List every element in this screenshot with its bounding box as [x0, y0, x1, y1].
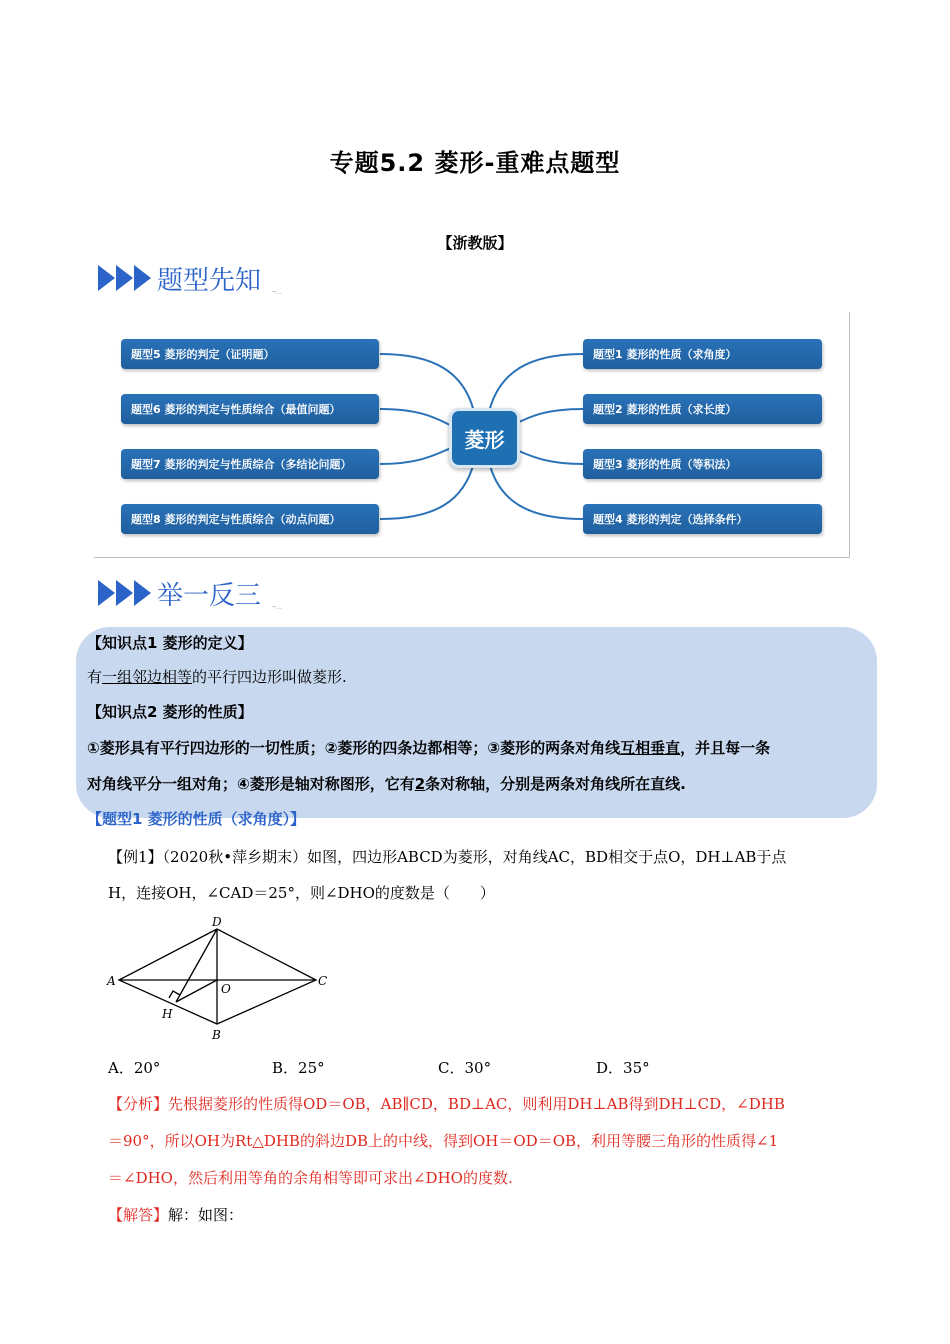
mindmap-node-type3: 题型3 菱形的性质（等积法） — [583, 449, 822, 479]
section-heading-practice — [98, 573, 282, 613]
triple-arrow-icon — [98, 265, 151, 291]
page-title: 专题5.2 菱形-重难点题型 — [329, 149, 621, 177]
knowledge-1-text: 有一组邻边相等的平行四边形叫做菱形. — [87, 668, 347, 686]
section-heading-types — [98, 258, 282, 298]
connector-left-2 — [380, 409, 454, 427]
choice-c: C．30° — [438, 1059, 492, 1077]
choice-a: A．20° — [108, 1059, 161, 1077]
knowledge-2-title: 【知识点2 菱形的性质】 — [87, 703, 253, 721]
analysis-line2: ＝90°，所以OH为Rt△DHB的斜边DB上的中线，得到OH＝OD＝OB，利用等腰三角形的性质得∠1 — [108, 1132, 779, 1150]
example1-line1: 【例1】（2020秋•萍乡期末）如图，四边形ABCD为菱形，对角线AC，BD相交于点O，DH⊥AB于点 — [108, 848, 787, 866]
label-h: H — [162, 1007, 173, 1021]
choice-d: D．35° — [596, 1059, 650, 1077]
mindmap-node-type6: 题型6 菱形的判定与性质综合（最值问题） — [121, 394, 379, 424]
connector-right-2 — [509, 409, 583, 427]
label-o: O — [221, 982, 231, 996]
section-heading-types-label: 题型先知 — [157, 265, 262, 296]
section-heading-practice-label: 举一反三 — [157, 580, 262, 611]
example1-line2: H，连接OH，∠CAD＝25°，则∠DHO的度数是（ ） — [108, 884, 495, 902]
analysis-line1: 【分析】先根据菱形的性质得OD＝OB，AB∥CD，BD⊥AC，则利用DH⊥AB得到DH⊥CD，∠DHB — [108, 1095, 785, 1113]
knowledge-1-title: 【知识点1 菱形的定义】 — [87, 634, 253, 652]
answer-line — [108, 1204, 243, 1226]
section-heading-mark: ¬... — [271, 603, 282, 611]
connector-right-3 — [509, 447, 583, 464]
type1-heading: 【题型1 菱形的性质（求角度）】 — [87, 810, 306, 828]
mindmap-center: 菱形 — [449, 408, 520, 468]
connector-right-4 — [489, 462, 583, 519]
label-b: B — [212, 1028, 221, 1042]
analysis-line3: ＝∠DHO，然后利用等角的余角相等即可求出∠DHO的度数. — [108, 1169, 513, 1187]
mindmap-node-type5: 题型5 菱形的判定（证明题） — [121, 339, 379, 369]
connector-left-4 — [380, 462, 474, 519]
triple-arrow-icon — [98, 580, 151, 606]
edition-label: 【浙教版】 — [437, 234, 513, 252]
mindmap-node-type7: 题型7 菱形的判定与性质综合（多结论问题） — [121, 449, 379, 479]
mindmap-node-type1: 题型1 菱形的性质（求角度） — [583, 339, 822, 369]
connector-left-3 — [380, 447, 454, 464]
section-heading-mark: ¬... — [271, 288, 282, 296]
rhombus-figure — [104, 912, 334, 1044]
mindmap — [94, 312, 850, 558]
knowledge-2-line1: ①菱形具有平行四边形的一切性质；②菱形的四条边都相等；③菱形的两条对角线互相垂直，并且每一条 — [87, 739, 771, 757]
answer-text: 解：如图： — [168, 1206, 244, 1224]
choice-b: B．25° — [272, 1059, 325, 1077]
mindmap-node-type8: 题型8 菱形的判定与性质综合（动点问题） — [121, 504, 379, 534]
mindmap-node-type4: 题型4 菱形的判定（选择条件） — [583, 504, 822, 534]
connector-left-1 — [380, 354, 474, 412]
knowledge-2-line2: 对角线平分一组对角；④菱形是轴对称图形，它有2条对称轴，分别是两条对角线所在直线. — [87, 775, 686, 793]
mindmap-node-type2: 题型2 菱形的性质（求长度） — [583, 394, 822, 424]
connector-right-1 — [489, 354, 583, 412]
label-d: D — [212, 915, 222, 929]
label-c: C — [318, 974, 328, 988]
label-a: A — [107, 974, 116, 988]
answer-tag: 【解答】 — [108, 1206, 169, 1224]
